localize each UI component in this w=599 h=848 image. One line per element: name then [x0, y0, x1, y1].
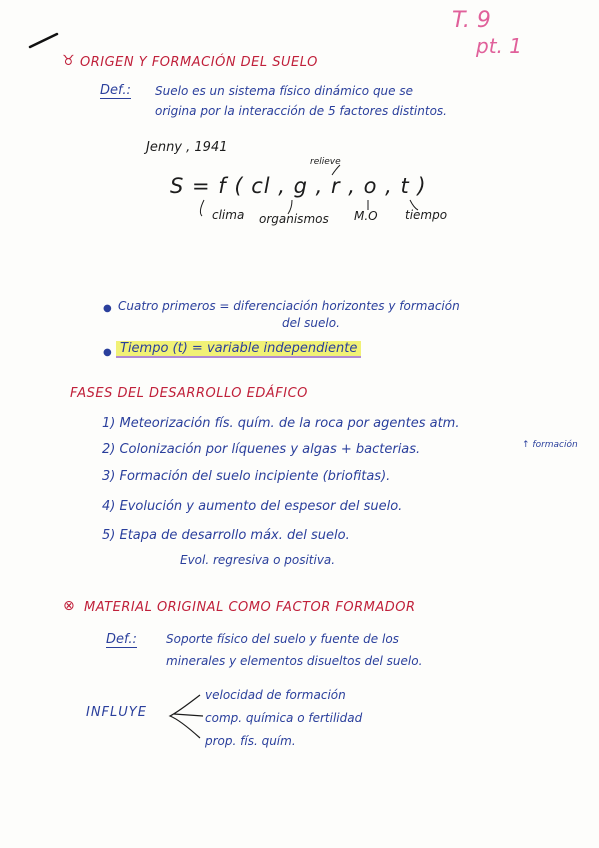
- section1-title: ORIGEN Y FORMACIÓN DEL SUELO: [80, 55, 318, 70]
- bullet2-highlighted: [116, 341, 361, 356]
- bullet-dot: ●: [103, 347, 112, 358]
- label-relieve: relieve: [310, 157, 341, 167]
- section1-def-line2: origina por la interacción de 5 factores distintos.: [155, 104, 447, 118]
- section3-title: MATERIAL ORIGINAL COMO FACTOR FORMADOR: [84, 600, 416, 615]
- influye-item-1: velocidad de formación: [205, 688, 346, 702]
- brace-arrows: [170, 695, 200, 738]
- label-clima: clima: [212, 208, 245, 222]
- label-tiempo: tiempo: [405, 208, 448, 222]
- bullet1-line1: Cuatro primeros = diferenciación horizontes y formación: [118, 299, 460, 313]
- formula: S = f ( cl , g , r , o , t ): [170, 174, 427, 198]
- evol-note: Evol. regresiva o positiva.: [180, 553, 336, 567]
- bullet2-text: Tiempo (t) = variable independiente: [116, 341, 361, 358]
- tema-label: T. 9: [452, 8, 491, 33]
- fase-item-1: 1) Meteorización fís. quím. de la roca por agentes atm.: [102, 416, 460, 431]
- influye-label: INFLUYE: [86, 705, 147, 720]
- section2-title: FASES DEL DESARROLLO EDÁFICO: [70, 386, 308, 401]
- fase-item-2: 2) Colonización por líquenes y algas + bacterias.: [102, 442, 421, 457]
- author-citation: Jenny , 1941: [146, 140, 228, 155]
- section1-def-label: Def.:: [100, 83, 131, 98]
- formacion-note: ↑ formación: [522, 440, 578, 450]
- bullet-dot: ●: [103, 303, 112, 314]
- section3-def-line1: Soporte físico del suelo y fuente de los: [166, 632, 399, 646]
- fase-item-4: 4) Evolución y aumento del espesor del suelo.: [102, 499, 403, 514]
- section3-def-line2: minerales y elementos disueltos del suelo.: [166, 654, 423, 668]
- bullet1-line2: del suelo.: [282, 316, 340, 330]
- pen-slash: [30, 34, 57, 47]
- section-icon-1: ♉: [62, 53, 75, 69]
- label-mo: M.O: [354, 209, 378, 223]
- fase-item-5: 5) Etapa de desarrollo máx. del suelo.: [102, 528, 350, 543]
- parte-label: pt. 1: [476, 34, 522, 58]
- section1-def-line1: Suelo es un sistema físico dinámico que se: [155, 84, 413, 98]
- label-organismos: organismos: [259, 212, 329, 226]
- section-icon-3: ⊗: [63, 598, 75, 614]
- arrow-clima: [200, 200, 204, 216]
- influye-item-3: prop. fís. quím.: [205, 734, 296, 748]
- fase-item-3: 3) Formación del suelo incipiente (briofitas).: [102, 469, 391, 484]
- influye-item-2: comp. química o fertilidad: [205, 711, 363, 725]
- brace-middle: [174, 714, 203, 716]
- section3-def-label: Def.:: [106, 632, 137, 647]
